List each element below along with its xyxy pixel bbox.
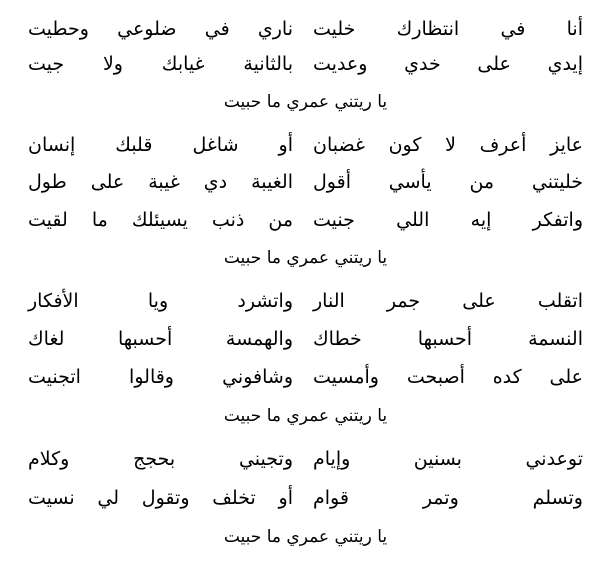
verse-line (28, 47, 583, 81)
verse-line (28, 481, 583, 515)
verse-first-hemistich: عايز أعرف لا كون غضبان (313, 134, 583, 156)
verse-second-hemistich: من ذنب يسيئلك ما لقيت (28, 209, 293, 231)
verse-first-hemistich: أنا في انتظارك خليت (313, 18, 583, 40)
verse-line (28, 128, 583, 162)
verse-first-hemistich: وتسلم وتمر قوام (313, 487, 583, 509)
verse-first-hemistich: إيدي على خدي وعديت (313, 53, 583, 75)
verse-line (28, 322, 583, 356)
verse-first-hemistich: خليتني من يأسي أقول (313, 171, 583, 193)
verse-line (28, 203, 583, 237)
verse-first-hemistich: النسمة أحسبها خطاك (313, 328, 583, 350)
verse-second-hemistich: وشافوني وقالوا اتجنيت (28, 366, 293, 388)
refrain-line: يا ريتني عمري ما حبيت (223, 406, 388, 426)
refrain-line: يا ريتني عمري ما حبيت (223, 527, 388, 547)
verse-second-hemistich: أو تخلف وتقول لي نسيت (28, 487, 293, 509)
verse-line (28, 442, 583, 476)
verse-second-hemistich: بالثانية غيابك ولا جيت (28, 53, 293, 75)
refrain-line: يا ريتني عمري ما حبيت (223, 248, 388, 268)
verse-first-hemistich: توعدني بسنين وإيام (313, 448, 583, 470)
verse-first-hemistich: اتقلب على جمر النار (313, 290, 583, 312)
verse-line (28, 165, 583, 199)
verse-second-hemistich: وتجيني بحجج وكلام (28, 448, 293, 470)
refrain-line: يا ريتني عمري ما حبيت (223, 92, 388, 112)
verse-second-hemistich: واتشرد ويا الأفكار (28, 290, 293, 312)
verse-second-hemistich: أو شاغل قلبك إنسان (28, 134, 293, 156)
verse-first-hemistich: على كده أصبحت وأمسيت (313, 366, 583, 388)
verse-second-hemistich: والهمسة أحسبها لغاك (28, 328, 293, 350)
verse-line (28, 360, 583, 394)
verse-line (28, 284, 583, 318)
verse-first-hemistich: واتفكر إيه اللي جنيت (313, 209, 583, 231)
verse-second-hemistich: ناري في ضلوعي وحطيت (28, 18, 293, 40)
verse-second-hemistich: الغيبة دي غيبة على طول (28, 171, 293, 193)
verse-line (28, 12, 583, 46)
